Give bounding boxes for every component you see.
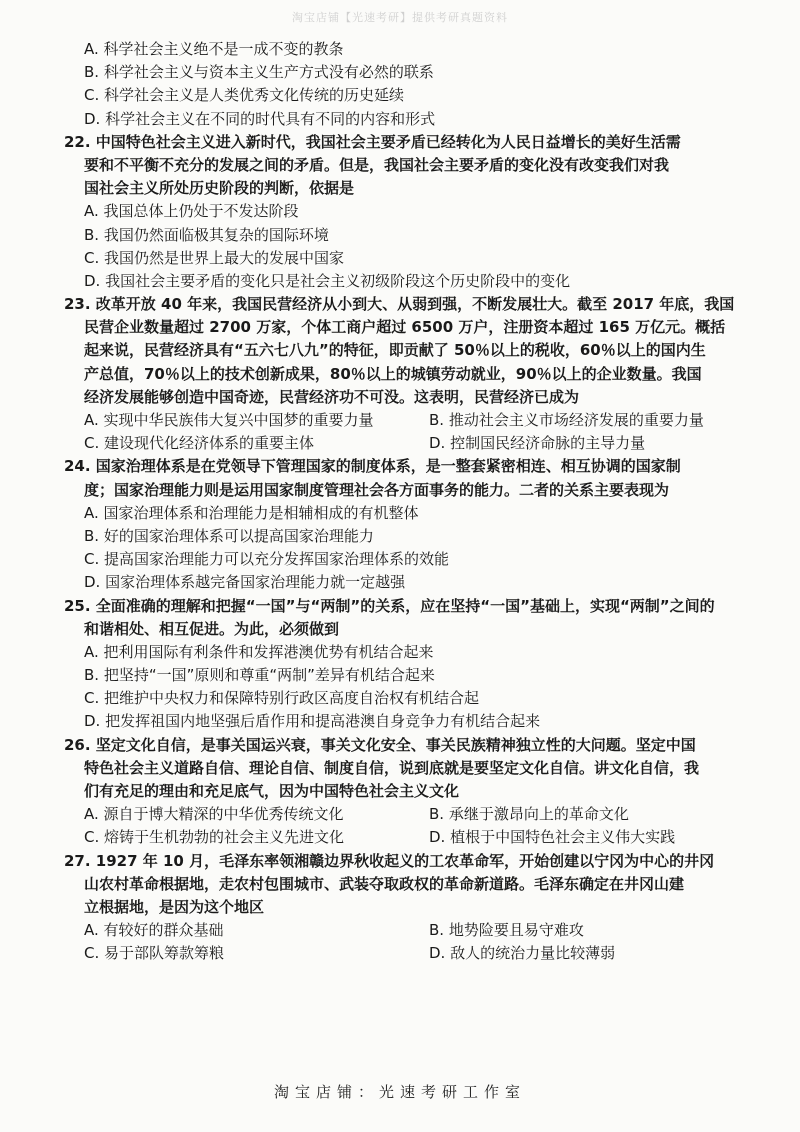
question-23: [64, 293, 764, 455]
question-24-stem-2: 度；国家治理能力则是运用国家制度管理社会各方面事务的能力。二者的关系主要表现为: [84, 480, 670, 499]
question-26-stem-3: 们有充足的理由和充足底气，因为中国特色社会主义文化: [84, 782, 460, 800]
question-25: [64, 595, 764, 734]
exam-page: [64, 38, 764, 966]
option-row-26-ab: [84, 803, 764, 826]
option-row-23-ab: [84, 409, 764, 432]
option-27-c: C. 易于部队筹款筹粮: [84, 944, 225, 963]
question-23-stem-1: 23. 改革开放 40 年来，我国民营经济从小到大、从弱到强，不断发展壮大。截至 2017 年底，我国: [64, 295, 735, 314]
question-22-stem-2: 要和不平衡不充分的发展之间的矛盾。但是，我国社会主要矛盾的变化没有改变我们对我: [84, 155, 670, 174]
option-25-b: B. 把坚持“一国”原则和尊重“两制”差异有机结合起来: [84, 666, 435, 685]
question-25-stem-1: 25. 全面准确的理解和把握“一国”与“两制”的关系，应在坚持“一国”基础上，实现“两制”之间的: [64, 596, 715, 615]
option-21-d: D. 科学社会主义在不同的时代具有不同的内容和形式: [84, 109, 436, 128]
option-22-c: C. 我国仍然是世界上最大的发展中国家: [84, 248, 345, 267]
question-26: [64, 734, 764, 850]
option-24-c: C. 提高国家治理能力可以充分发挥国家治理体系的效能: [84, 550, 450, 569]
option-row-23-cd: [84, 432, 764, 455]
question-27-stem-3: 立根据地，是因为这个地区: [84, 897, 265, 916]
option-24-d: D. 国家治理体系越完备国家治理能力就一定越强: [84, 573, 406, 592]
option-23-a: A. 实现中华民族伟大复兴中国梦的重要力量: [84, 411, 374, 429]
option-21-a: A. 科学社会主义绝不是一成不变的教条: [84, 40, 344, 58]
option-row-27-cd: [84, 942, 764, 965]
option-22-a: A. 我国总体上仍处于不发达阶段: [84, 202, 299, 221]
option-23-d: D. 控制国民经济命脉的主导力量: [429, 434, 646, 453]
option-row-27-ab: [84, 919, 764, 942]
option-26-a: A. 源自于博大精深的中华优秀传统文化: [84, 805, 344, 824]
option-24-a: A. 国家治理体系和治理能力是相辅相成的有机整体: [84, 503, 419, 522]
option-25-d: D. 把发挥祖国内地坚强后盾作用和提高港澳自身竞争力有机结合起来: [84, 712, 541, 731]
question-23-stem-2: 民营企业数量超过 2700 万家，个体工商户超过 6500 万户，注册资本超过 165 万亿元。概括: [84, 318, 726, 337]
option-21-b: B. 科学社会主义与资本主义生产方式没有必然的联系: [84, 63, 434, 82]
question-24-stem-1: 24. 国家治理体系是在党领导下管理国家的制度体系，是一整套紧密相连、相互协调的国家制: [64, 457, 681, 476]
option-27-d: D. 敌人的统治力量比较薄弱: [429, 944, 616, 963]
option-26-b: B. 承继于激昂向上的革命文化: [429, 805, 629, 824]
option-24-b: B. 好的国家治理体系可以提高国家治理能力: [84, 526, 374, 545]
option-27-b: B. 地势险要且易守难攻: [429, 921, 584, 940]
question-26-stem-1: 26. 坚定文化自信，是事关国运兴衰，事关文化安全、事关民族精神独立性的大问题。坚定中国: [64, 735, 696, 754]
question-21-options: [84, 38, 764, 131]
question-22-stem-3: 国社会主义所处历史阶段的判断，依据是: [84, 179, 355, 198]
page-footer: 淘宝店铺：光速考研工作室: [273, 1083, 526, 1101]
option-21-c: C. 科学社会主义是人类优秀文化传统的历史延续: [84, 86, 405, 105]
option-27-a: A. 有较好的群众基础: [84, 921, 224, 940]
option-23-b: B. 推动社会主义市场经济发展的重要力量: [429, 411, 704, 429]
question-26-stem-2: 特色社会主义道路自信、理论自信、制度自信，说到底就是要坚定文化自信。讲文化自信，我: [84, 758, 700, 777]
question-27: [64, 850, 764, 966]
option-23-c: C. 建设现代化经济体系的重要主体: [84, 434, 315, 453]
option-row-26-cd: [84, 826, 764, 849]
option-25-a: A. 把利用国际有利条件和发挥港澳优势有机结合起来: [84, 642, 434, 661]
question-23-stem-5: 经济发展能够创造中国奇迹，民营经济功不可没。这表明，民营经济已成为: [84, 387, 580, 406]
question-27-stem-2: 山农村革命根据地，走农村包围城市、武装夺取政权的革命新道路。毛泽东确定在井冈山建: [84, 874, 685, 893]
watermark: 淘宝店铺【光速考研】提供考研真题资料: [292, 11, 508, 24]
question-27-stem-1: 27. 1927 年 10 月，毛泽东率领湘赣边界秋收起义的工农革命军，开始创建以宁冈为中心的井冈: [64, 851, 715, 870]
option-26-d: D. 植根于中国特色社会主义伟大实践: [429, 828, 676, 847]
option-26-c: C. 熔铸于生机勃勃的社会主义先进文化: [84, 828, 345, 847]
question-22: [64, 131, 764, 293]
question-23-stem-3: 起来说，民营经济具有“五六七八九”的特征，即贡献了 50％以上的税收，60％以上的国内生: [84, 341, 706, 360]
option-22-b: B. 我国仍然面临极其复杂的国际环境: [84, 225, 329, 244]
option-22-d: D. 我国社会主要矛盾的变化只是社会主义初级阶段这个历史阶段中的变化: [84, 271, 571, 290]
question-24: [64, 455, 764, 594]
question-22-stem-1: 22. 中国特色社会主义进入新时代，我国社会主要矛盾已经转化为人民日益增长的美好生活需: [64, 132, 681, 151]
question-23-stem-4: 产总值，70％以上的技术创新成果，80％以上的城镇劳动就业，90％以上的企业数量。我国: [84, 364, 702, 383]
option-25-c: C. 把维护中央权力和保障特别行政区高度自治权有机结合起: [84, 689, 480, 708]
question-25-stem-2: 和谐相处、相互促进。为此，必须做到: [84, 619, 340, 638]
